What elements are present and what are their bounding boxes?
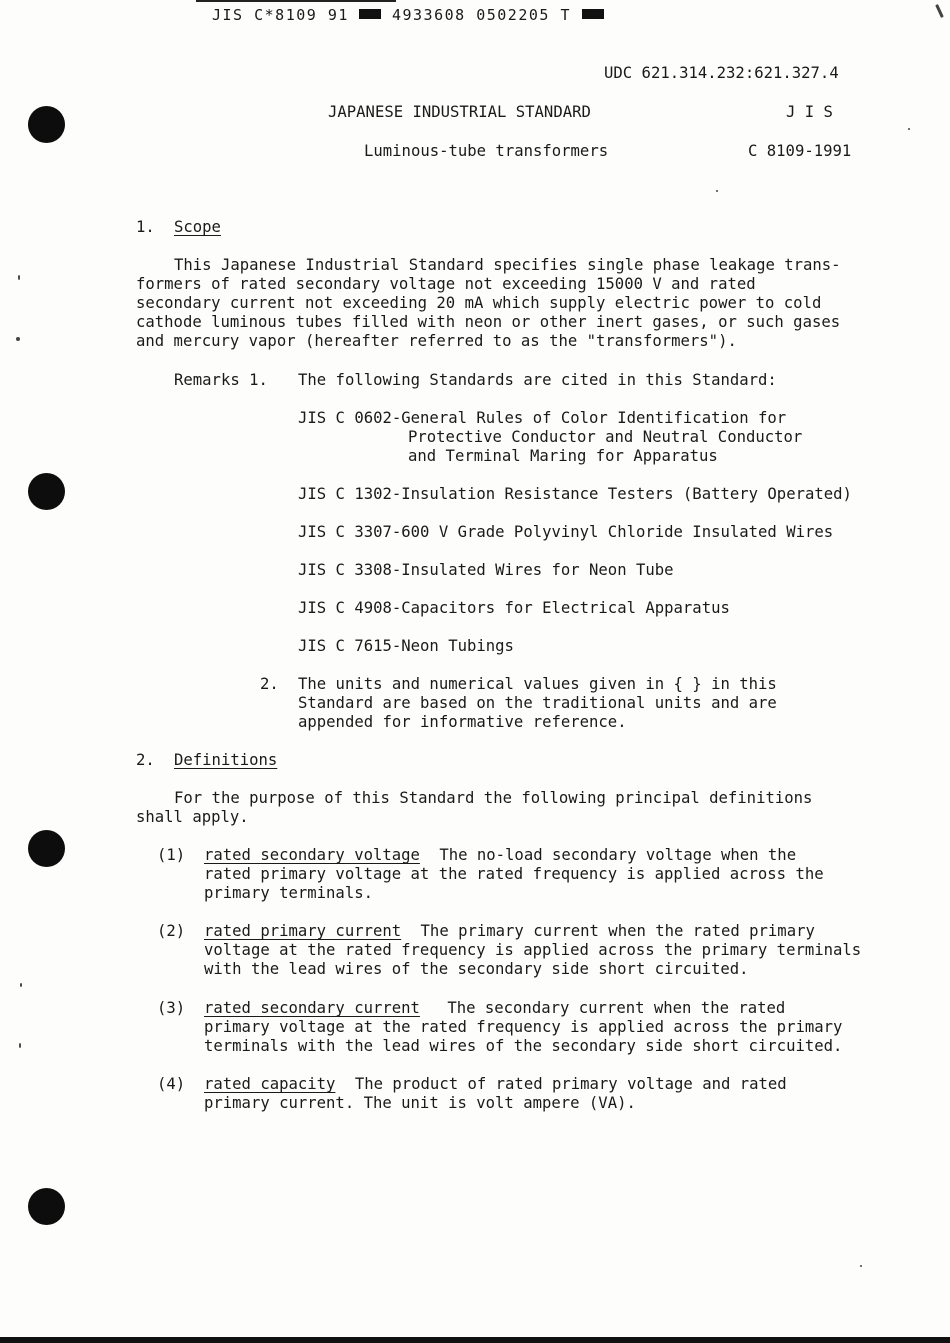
definition-first-line — [204, 846, 796, 865]
definition-number: (1) — [157, 846, 186, 864]
definition-text: The product of rated primary voltage and rated — [354, 1075, 787, 1093]
scope-paragraph-line: This Japanese Industrial Standard specifies single phase leakage trans- — [174, 256, 841, 274]
scan-speck — [935, 4, 944, 18]
section-1-heading: Scope — [174, 218, 221, 236]
definition-term: rated primary current — [204, 922, 402, 940]
definition-text-line: rated primary voltage at the rated frequency is applied across the — [204, 865, 824, 883]
stamp-part-1: JIS C*8109 91 — [212, 6, 349, 24]
scope-paragraph-line: secondary current not exceeding 20 mA which supply electric power to cold — [136, 294, 822, 312]
scan-speck — [18, 275, 20, 280]
cited-standard: JIS C 4908-Capacitors for Electrical Apparatus — [298, 599, 730, 617]
scope-paragraph-line: and mercury vapor (hereafter referred to as the "transformers"). — [136, 332, 737, 350]
definition-text: The primary current when the rated primary — [420, 922, 815, 940]
scope-paragraph-line: cathode luminous tubes filled with neon or other inert gases, or such gases — [136, 313, 841, 331]
remark-2-line: Standard are based on the traditional units and are — [298, 694, 777, 712]
definition-text-line: voltage at the rated frequency is applied across the primary terminals — [204, 941, 862, 959]
cited-standard: JIS C 0602-General Rules of Color Identification for — [298, 409, 787, 427]
definition-first-line — [204, 1075, 787, 1094]
scan-speck — [860, 1265, 862, 1267]
definition-term: rated capacity — [204, 1075, 336, 1093]
definition-text-line: primary terminals. — [204, 884, 373, 902]
section-2-heading: Definitions — [174, 751, 278, 769]
jis-mark: J I S — [786, 103, 833, 121]
scan-bottom-edge — [0, 1337, 950, 1343]
section-1-number: 1. — [136, 218, 155, 236]
cited-standard: JIS C 3307-600 V Grade Polyvinyl Chloride Insulated Wires — [298, 523, 834, 541]
scan-speck — [19, 1043, 21, 1048]
definition-first-line — [204, 922, 815, 941]
scope-paragraph-line: formers of rated secondary voltage not exceeding 15000 V and rated — [136, 275, 756, 293]
remarks-label: Remarks 1. — [174, 371, 268, 389]
cited-standard: JIS C 3308-Insulated Wires for Neon Tube — [298, 561, 674, 579]
scan-speck — [908, 128, 910, 130]
binder-hole-2 — [28, 473, 65, 510]
document-title: Luminous-tube transformers — [364, 142, 609, 160]
binder-hole-1 — [28, 106, 65, 143]
definition-number: (4) — [157, 1075, 186, 1093]
definition-text-line: primary voltage at the rated frequency is applied across the primary — [204, 1018, 843, 1036]
scan-speck — [20, 983, 22, 987]
binder-hole-4 — [28, 1188, 65, 1225]
standard-title: JAPANESE INDUSTRIAL STANDARD — [328, 103, 591, 121]
document-number: C 8109-1991 — [748, 142, 852, 160]
binder-hole-3 — [28, 830, 65, 867]
definition-text-line: terminals with the lead wires of the secondary side short circuited. — [204, 1037, 843, 1055]
scan-speck — [16, 337, 20, 341]
udc-code: UDC 621.314.232:621.327.4 — [604, 64, 839, 82]
stamp-part-2: 4933608 0502205 T — [391, 6, 571, 24]
definition-term: rated secondary voltage — [204, 846, 420, 864]
definition-text-line: with the lead wires of the secondary side short circuited. — [204, 960, 749, 978]
cited-standard: JIS C 7615-Neon Tubings — [298, 637, 514, 655]
stamp-block-icon — [582, 9, 604, 19]
barcode-stamp — [212, 6, 604, 24]
definition-term: rated secondary current — [204, 999, 420, 1017]
definitions-intro-line: shall apply. — [136, 808, 249, 826]
remark-2-number: 2. — [260, 675, 279, 693]
remark-2-line: appended for informative reference. — [298, 713, 627, 731]
cited-standard-continued: and Terminal Maring for Apparatus — [408, 447, 718, 465]
cited-standard-continued: Protective Conductor and Neutral Conductor — [408, 428, 803, 446]
section-2-number: 2. — [136, 751, 155, 769]
definition-text: The secondary current when the rated — [447, 999, 786, 1017]
remark-2-line: The units and numerical values given in { } in this — [298, 675, 777, 693]
cited-standard: JIS C 1302-Insulation Resistance Testers (Battery Operated) — [298, 485, 852, 503]
definitions-intro-line: For the purpose of this Standard the following principal definitions — [174, 789, 813, 807]
remarks-1-text: The following Standards are cited in this Standard: — [298, 371, 777, 389]
definition-number: (3) — [157, 999, 186, 1017]
definition-text-line: primary current. The unit is volt ampere (VA). — [204, 1094, 636, 1112]
definition-number: (2) — [157, 922, 186, 940]
definition-text: The no-load secondary voltage when the — [439, 846, 797, 864]
definition-first-line — [204, 999, 785, 1018]
scan-top-rule — [196, 0, 396, 2]
scan-speck — [716, 190, 718, 192]
stamp-block-icon — [359, 9, 381, 19]
